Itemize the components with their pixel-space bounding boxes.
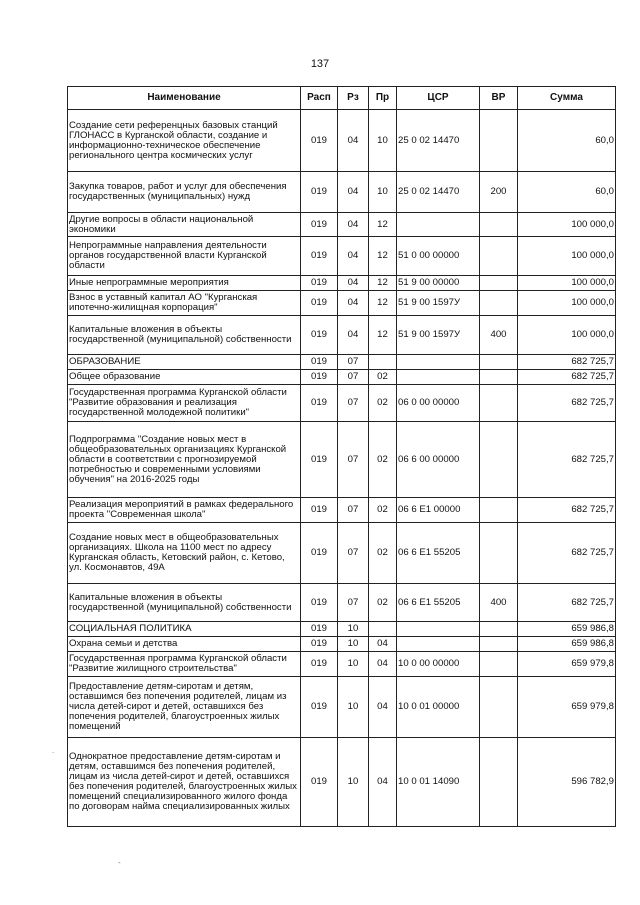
row-rasp: 019 <box>301 316 338 355</box>
table-row <box>68 276 616 291</box>
row-name: Капитальные вложения в объекты государственной (муниципальной) собственности <box>68 316 301 355</box>
row-name: Предоставление детям-сиротам и детям, оставшимся без попечения родителей, лицам из числа детей-сирот и детей, оставшихся без попечения родителей, благоустроенных жилых помещений <box>68 677 301 738</box>
row-rz: 04 <box>338 110 369 172</box>
row-vr: 400 <box>480 584 518 622</box>
row-sum: 100 000,0 <box>518 316 616 355</box>
row-name: Взнос в уставный капитал АО "Курганская ипотечно-жилищная корпорация" <box>68 291 301 316</box>
row-name: Другие вопросы в области национальной экономики <box>68 213 301 237</box>
row-vr <box>480 370 518 385</box>
header-sum: Сумма <box>518 87 616 110</box>
row-pr: 04 <box>369 738 397 827</box>
row-rasp: 019 <box>301 498 338 523</box>
page-number: 137 <box>310 58 330 70</box>
table-row <box>68 370 616 385</box>
header-pr: Пр <box>369 87 397 110</box>
row-vr <box>480 738 518 827</box>
row-name: Создание новых мест в общеобразовательных организациях. Школа на 1100 мест по адресу Курганская область, Кетовский район, с. Кетово, ул. Космонавтов, 49А <box>68 523 301 584</box>
table-header-row <box>68 87 616 110</box>
row-vr <box>480 276 518 291</box>
row-rz: 04 <box>338 316 369 355</box>
row-name: Подпрограмма "Создание новых мест в общеобразовательных организациях Курганской области в соответствии с прогнозируемой потребностью и современными условиями обучения" на 2016-2025 годы <box>68 422 301 498</box>
row-pr: 04 <box>369 677 397 738</box>
row-vr <box>480 385 518 422</box>
row-rz: 04 <box>338 213 369 237</box>
row-sum: 682 725,7 <box>518 385 616 422</box>
row-name: Однократное предоставление детям-сиротам и детям, оставшимся без попечения родителей, лицам из числа детей-сирот и детей, оставшихся без попечения родителей, благоустроенных жилых помещений специализированного жилого фонда по договорам найма специализированных жилых <box>68 738 301 827</box>
row-csr <box>397 370 480 385</box>
row-rz: 04 <box>338 276 369 291</box>
row-csr <box>397 622 480 637</box>
row-sum: 100 000,0 <box>518 291 616 316</box>
row-pr: 02 <box>369 523 397 584</box>
row-rasp: 019 <box>301 652 338 677</box>
row-name: Государственная программа Курганской области "Развитие образования и реализация государственной молодежной политики" <box>68 385 301 422</box>
row-csr: 06 0 00 00000 <box>397 385 480 422</box>
row-sum: 659 979,8 <box>518 677 616 738</box>
row-rz: 10 <box>338 652 369 677</box>
row-sum: 659 986,8 <box>518 637 616 652</box>
row-csr: 10 0 01 14090 <box>397 738 480 827</box>
row-csr: 51 9 00 00000 <box>397 276 480 291</box>
table-row <box>68 422 616 498</box>
row-rasp: 019 <box>301 172 338 213</box>
row-vr <box>480 652 518 677</box>
row-rasp: 019 <box>301 276 338 291</box>
row-pr: 12 <box>369 237 397 276</box>
row-vr <box>480 637 518 652</box>
header-rasp: Расп <box>301 87 338 110</box>
row-rasp: 019 <box>301 584 338 622</box>
row-name: Капитальные вложения в объекты государственной (муниципальной) собственности <box>68 584 301 622</box>
row-rz: 07 <box>338 523 369 584</box>
row-name: Закупка товаров, работ и услуг для обеспечения государственных (муниципальных) нужд <box>68 172 301 213</box>
row-rz: 07 <box>338 370 369 385</box>
row-rasp: 019 <box>301 237 338 276</box>
row-pr: 02 <box>369 498 397 523</box>
row-vr: 400 <box>480 316 518 355</box>
row-sum: 596 782,9 <box>518 738 616 827</box>
row-pr <box>369 622 397 637</box>
row-sum: 682 725,7 <box>518 584 616 622</box>
row-rasp: 019 <box>301 523 338 584</box>
row-pr: 04 <box>369 637 397 652</box>
row-name: ОБРАЗОВАНИЕ <box>68 355 301 370</box>
row-sum: 100 000,0 <box>518 276 616 291</box>
row-rasp: 019 <box>301 385 338 422</box>
table-row <box>68 738 616 827</box>
header-rz: Рз <box>338 87 369 110</box>
row-vr: 200 <box>480 172 518 213</box>
row-csr: 10 0 01 00000 <box>397 677 480 738</box>
row-csr: 25 0 02 14470 <box>397 172 480 213</box>
row-vr <box>480 622 518 637</box>
row-name: Общее образование <box>68 370 301 385</box>
header-name: Наименование <box>68 87 301 110</box>
row-rasp: 019 <box>301 355 338 370</box>
table-row <box>68 498 616 523</box>
row-sum: 659 986,8 <box>518 622 616 637</box>
row-name: Иные непрограммные мероприятия <box>68 276 301 291</box>
table-row <box>68 172 616 213</box>
row-rz: 10 <box>338 677 369 738</box>
row-csr: 51 0 00 00000 <box>397 237 480 276</box>
row-pr: 02 <box>369 385 397 422</box>
row-name: Государственная программа Курганской области "Развитие жилищного строительства" <box>68 652 301 677</box>
row-rz: 10 <box>338 622 369 637</box>
row-sum: 659 979,8 <box>518 652 616 677</box>
row-rasp: 019 <box>301 213 338 237</box>
row-rz: 07 <box>338 385 369 422</box>
table-row <box>68 291 616 316</box>
budget-table <box>67 86 616 827</box>
row-rz: 04 <box>338 291 369 316</box>
row-csr: 06 6 E1 55205 <box>397 523 480 584</box>
table-row <box>68 677 616 738</box>
row-rz: 10 <box>338 637 369 652</box>
table-row <box>68 385 616 422</box>
row-csr <box>397 355 480 370</box>
row-pr: 12 <box>369 276 397 291</box>
row-pr: 02 <box>369 370 397 385</box>
table-row <box>68 316 616 355</box>
row-vr <box>480 422 518 498</box>
row-vr <box>480 355 518 370</box>
row-vr <box>480 498 518 523</box>
row-csr: 06 6 E1 55205 <box>397 584 480 622</box>
row-rasp: 019 <box>301 738 338 827</box>
row-csr <box>397 637 480 652</box>
row-name: Реализация мероприятий в рамках федерального проекта "Современная школа" <box>68 498 301 523</box>
row-sum: 100 000,0 <box>518 237 616 276</box>
row-rz: 07 <box>338 422 369 498</box>
row-pr: 04 <box>369 652 397 677</box>
table-row <box>68 110 616 172</box>
row-csr: 06 6 00 00000 <box>397 422 480 498</box>
table-row <box>68 622 616 637</box>
row-name: Охрана семьи и детства <box>68 637 301 652</box>
row-sum: 682 725,7 <box>518 498 616 523</box>
row-sum: 682 725,7 <box>518 370 616 385</box>
margin-mark: . <box>52 746 55 755</box>
row-csr: 25 0 02 14470 <box>397 110 480 172</box>
row-vr <box>480 291 518 316</box>
row-rz: 04 <box>338 237 369 276</box>
row-csr: 51 9 00 1597У <box>397 291 480 316</box>
row-pr: 10 <box>369 172 397 213</box>
row-pr: 12 <box>369 213 397 237</box>
table-row <box>68 213 616 237</box>
row-name: Непрограммные направления деятельности органов государственной власти Курганской области <box>68 237 301 276</box>
row-vr <box>480 110 518 172</box>
row-name: Создание сети референцных базовых станций ГЛОНАСС в Курганской области, создание и информационно-техническое обеспечение регионального центра космических услуг <box>68 110 301 172</box>
row-vr <box>480 237 518 276</box>
row-pr: 02 <box>369 422 397 498</box>
row-rasp: 019 <box>301 370 338 385</box>
row-rasp: 019 <box>301 637 338 652</box>
row-pr: 02 <box>369 584 397 622</box>
header-vr: ВР <box>480 87 518 110</box>
row-csr: 06 6 E1 00000 <box>397 498 480 523</box>
row-vr <box>480 213 518 237</box>
header-csr: ЦСР <box>397 87 480 110</box>
row-rasp: 019 <box>301 110 338 172</box>
row-csr: 51 9 00 1597У <box>397 316 480 355</box>
row-rz: 10 <box>338 738 369 827</box>
row-rasp: 019 <box>301 677 338 738</box>
row-csr: 10 0 00 00000 <box>397 652 480 677</box>
row-sum: 682 725,7 <box>518 422 616 498</box>
row-rz: 07 <box>338 355 369 370</box>
row-sum: 60,0 <box>518 110 616 172</box>
row-vr <box>480 677 518 738</box>
table-row <box>68 652 616 677</box>
row-rasp: 019 <box>301 422 338 498</box>
row-sum: 682 725,7 <box>518 355 616 370</box>
row-sum: 60,0 <box>518 172 616 213</box>
table-row <box>68 237 616 276</box>
margin-mark: - <box>118 858 121 867</box>
table-row <box>68 637 616 652</box>
row-rasp: 019 <box>301 291 338 316</box>
row-vr <box>480 523 518 584</box>
row-rz: 04 <box>338 172 369 213</box>
row-name: СОЦИАЛЬНАЯ ПОЛИТИКА <box>68 622 301 637</box>
row-pr: 12 <box>369 291 397 316</box>
row-sum: 100 000,0 <box>518 213 616 237</box>
row-pr: 10 <box>369 110 397 172</box>
table-row <box>68 355 616 370</box>
row-pr: 12 <box>369 316 397 355</box>
row-rz: 07 <box>338 584 369 622</box>
table-row <box>68 523 616 584</box>
row-rz: 07 <box>338 498 369 523</box>
row-pr <box>369 355 397 370</box>
row-rasp: 019 <box>301 622 338 637</box>
row-csr <box>397 213 480 237</box>
row-sum: 682 725,7 <box>518 523 616 584</box>
table-row <box>68 584 616 622</box>
